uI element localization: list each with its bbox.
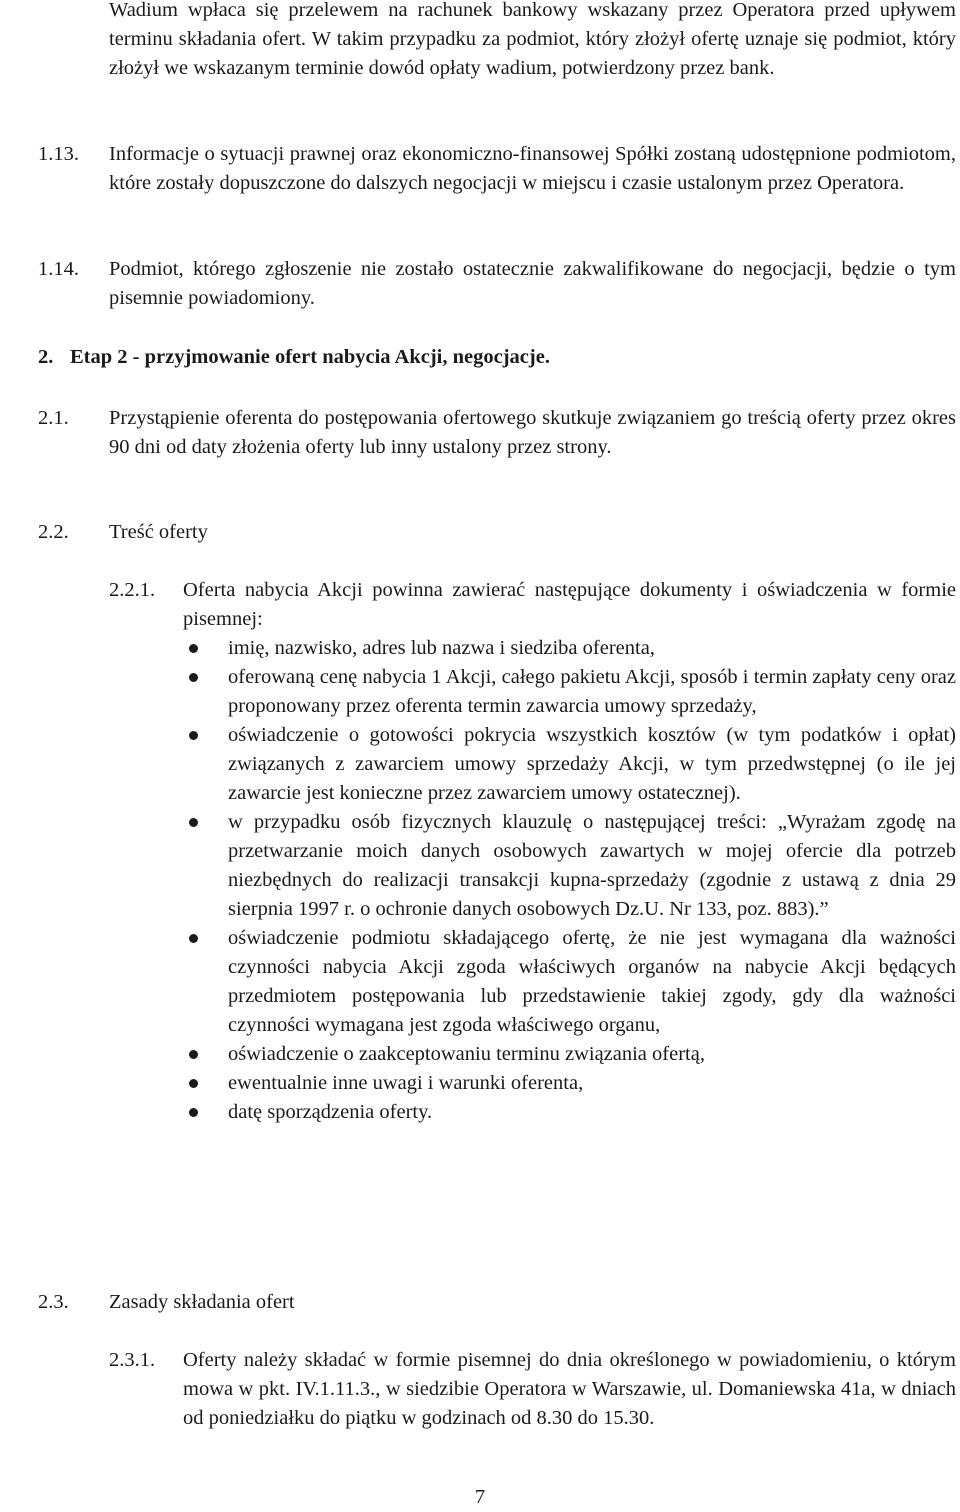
bullet-icon bbox=[189, 1050, 198, 1059]
list-item: oświadczenie o zaakceptowaniu terminu związania ofertą, bbox=[228, 1040, 956, 1069]
list-item: oświadczenie podmiotu składającego ofertę, że nie jest wymagana dla ważności czynności nabycia Akcji zgoda właściwych organów na nabycie Akcji będących przedmiotem postępowania lub przedstawienie takiej zgody, gdy dla ważności czynności wymagana jest zgoda właściwego organu, bbox=[228, 924, 956, 1040]
section-2-1-number: 2.1. bbox=[38, 407, 69, 429]
heading-2-number: 2. bbox=[38, 346, 54, 368]
bullet-icon bbox=[189, 644, 198, 653]
bullet-icon bbox=[189, 673, 198, 682]
section-1-13-text: Informacje o sytuacji prawnej oraz ekonomiczno-finansowej Spółki zostaną udostępnione podmiotom, które zostały dopuszczone do dalszych negocjacji w miejscu i czasie ustalonym przez Operatora. bbox=[109, 143, 956, 194]
bullet-icon bbox=[189, 818, 198, 827]
requirements-list bbox=[228, 634, 956, 1127]
section-2-3-1-number: 2.3.1. bbox=[109, 1349, 156, 1371]
section-2-2-1-text: Oferta nabycia Akcji powinna zawierać następujące dokumenty i oświadczenia w formie pisemnej: bbox=[183, 579, 956, 630]
list-item: oferowaną cenę nabycia 1 Akcji, całego pakietu Akcji, sposób i termin zapłaty ceny oraz proponowany przez oferenta termin zawarcia umowy sprzedaży, bbox=[228, 663, 956, 721]
page-number: 7 bbox=[474, 1486, 486, 1508]
bullet-icon bbox=[189, 1079, 198, 1088]
list-item: datę sporządzenia oferty. bbox=[228, 1098, 956, 1127]
section-1-14-number: 1.14. bbox=[38, 258, 79, 280]
bullet-icon bbox=[189, 934, 198, 943]
section-2-3-1-text: Oferty należy składać w formie pisemnej do dnia określonego w powiadomieniu, o którym mowa w pkt. IV.1.11.3., w siedzibie Operatora w Warszawie, ul. Domaniewska 41a, w dniach od poniedziałku do piątku w godzinach od 8.30 do 15.30. bbox=[183, 1349, 956, 1429]
bullet-icon bbox=[189, 1108, 198, 1117]
list-item: ewentualnie inne uwagi i warunki oferenta, bbox=[228, 1069, 956, 1098]
section-2-2-1-body bbox=[183, 576, 956, 1127]
list-item: imię, nazwisko, adres lub nazwa i siedziba oferenta, bbox=[228, 634, 956, 663]
section-2-2-title: Treść oferty bbox=[109, 521, 208, 543]
section-2-2-number: 2.2. bbox=[38, 521, 69, 543]
list-item: oświadczenie o gotowości pokrycia wszystkich kosztów (w tym podatków i opłat) związanych z zawarciem umowy sprzedaży Akcji, w tym przedwstępnej (o ile jej zawarcie jest konieczne przez zawarciem umowy ostatecznej). bbox=[228, 721, 956, 808]
section-2-2-1-number: 2.2.1. bbox=[109, 579, 156, 601]
list-item: w przypadku osób fizycznych klauzulę o następującej treści: „Wyrażam zgodę na przetwarzanie moich danych osobowych zawartych w mojej ofercie dla potrzeb niezbędnych do realizacji transakcji kupna-sprzedaży (zgodnie z ustawą z dnia 29 sierpnia 1997 r. o ochronie danych osobowych Dz.U. Nr 133, poz. 883).” bbox=[228, 808, 956, 924]
section-2-3-title: Zasady składania ofert bbox=[109, 1291, 295, 1313]
intro-paragraph: Wadium wpłaca się przelewem na rachunek bankowy wskazany przez Operatora przed upływem terminu składania ofert. W takim przypadku za podmiot, który złożył ofertę uznaje się podmiot, który złożył we wskazanym terminie dowód opłaty wadium, potwierdzony przez bank. bbox=[109, 0, 956, 79]
section-1-13-number: 1.13. bbox=[38, 143, 79, 165]
section-1-14-text: Podmiot, którego zgłoszenie nie zostało ostatecznie zakwalifikowane do negocjacji, będzie o tym pisemnie powiadomiony. bbox=[109, 258, 956, 309]
section-2-3-number: 2.3. bbox=[38, 1291, 69, 1313]
section-2-1-text: Przystąpienie oferenta do postępowania ofertowego skutkuje związaniem go treścią oferty przez okres 90 dni od daty złożenia oferty lub inny ustalony przez strony. bbox=[109, 407, 956, 458]
heading-2-title: Etap 2 - przyjmowanie ofert nabycia Akcji, negocjacje. bbox=[70, 346, 550, 368]
bullet-icon bbox=[189, 731, 198, 740]
